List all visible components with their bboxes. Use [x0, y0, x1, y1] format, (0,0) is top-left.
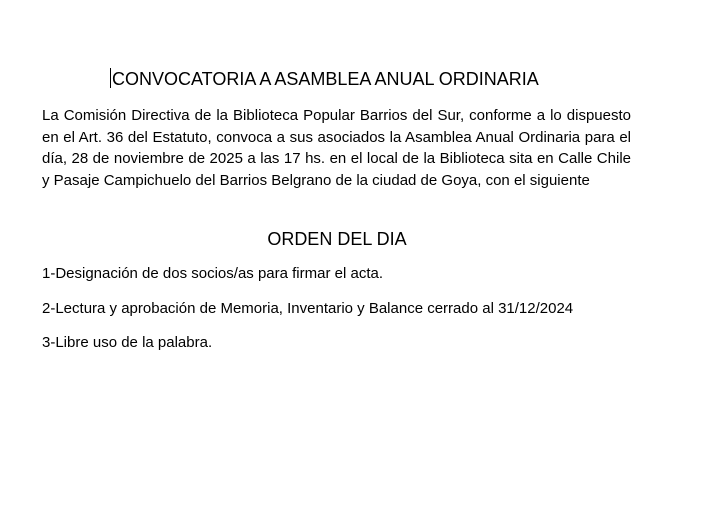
agenda-title: ORDEN DEL DIA [267, 229, 407, 249]
document-title: CONVOCATORIA A ASAMBLEA ANUAL ORDINARIA [112, 69, 539, 89]
agenda-item-3: 3-Libre uso de la palabra. [42, 334, 213, 351]
document-title-line [110, 68, 539, 90]
body-paragraph: La Comisión Directiva de la Biblioteca Popular Barrios del Sur, conforme a lo dispuesto en el Art. 36 del Estatuto, convoca a sus asociados la Asamblea Anual Ordinaria para el día, 28 de noviembre de 2025 a las 17 hs. en el local de la Biblioteca sita en Calle Chile y Pasaje Campichuelo del Barrios Belgrano de la ciudad de Goya, con el siguiente [42, 107, 631, 189]
agenda-item-1: 1-Designación de dos socios/as para firmar el acta. [42, 265, 384, 282]
agenda-item-2: 2-Lectura y aprobación de Memoria, Inventario y Balance cerrado al 31/12/2024 [42, 300, 574, 317]
text-cursor [110, 68, 111, 88]
